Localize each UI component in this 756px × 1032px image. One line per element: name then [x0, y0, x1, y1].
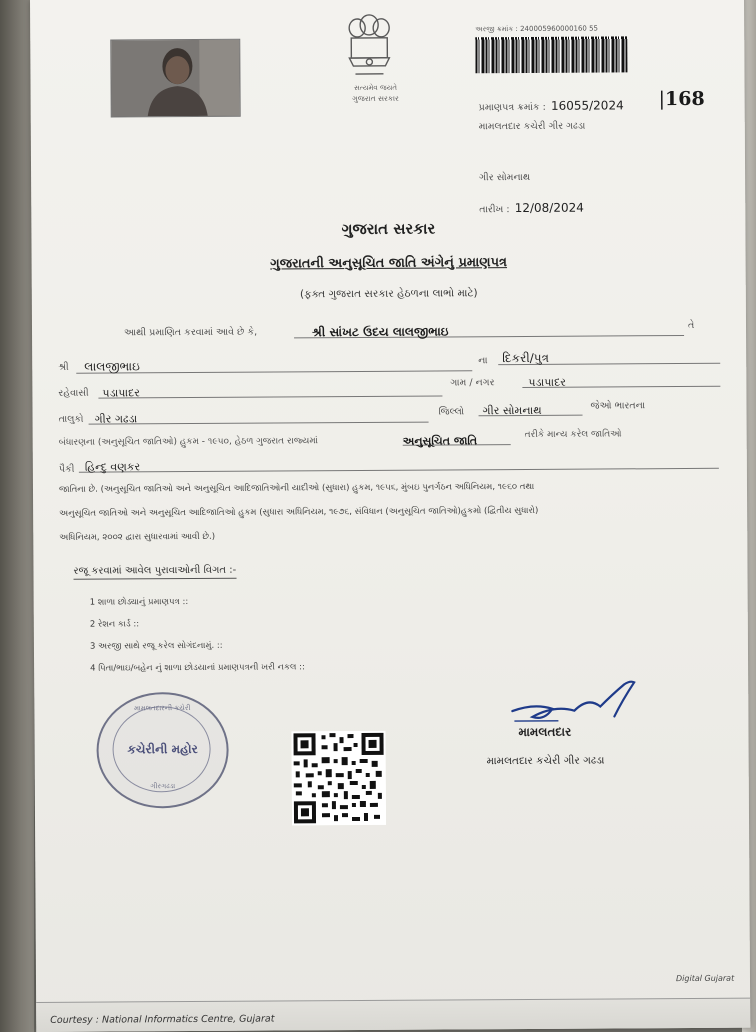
- resident-village: પડાપાદર: [102, 386, 140, 400]
- constitution-text: બંધારણના (અનુસૂચિત જાતિઓ) હુકમ - ૧૯૫૦, હેઠળ ગુજરાત રાજ્યમાં: [58, 436, 318, 448]
- signatory-office: મામલતદાર કચેરી ગીર ગઢડા: [486, 754, 605, 768]
- caste-line: [79, 452, 719, 473]
- relation: દિકરી/પુત્ર: [502, 350, 549, 366]
- emblem-caption-2: ગુજરાત સરકાર: [352, 93, 399, 104]
- government-heading: ગુજરાત સરકાર: [341, 219, 436, 239]
- relation-line: [498, 346, 720, 365]
- district-line: ગીર સોમનાથ: [479, 171, 531, 184]
- certificate-page: [30, 0, 750, 1032]
- seal-bottom-text: ગીરગઢડા: [150, 782, 176, 791]
- certificate-number-row: [479, 94, 624, 114]
- issue-date: 12/08/2024: [514, 200, 584, 216]
- taluka-label: તાલુકો: [58, 413, 84, 425]
- caste-category: અનુસૂચિત જાતિ: [402, 434, 478, 448]
- signatory-title: મામલતદાર: [518, 724, 572, 740]
- district-label: જિલ્લો: [438, 406, 465, 418]
- recognized-text: તરીકે માન્ય કરેલ જાતિઓ: [524, 429, 622, 440]
- footer-bar: [36, 998, 750, 1032]
- office-seal: [96, 692, 229, 809]
- evidence-heading: રજૂ કરવામાં આવેલ પુરાવાઓની વિગત :-: [73, 565, 236, 580]
- barcode-label: અરજી ક્રમાંક : 240005960000160 55: [475, 24, 599, 34]
- taluka-line: [88, 406, 428, 425]
- certificate-subtitle: (ફક્ત ગુજરાત સરકાર હેઠળના લાભો માટે): [299, 287, 478, 301]
- district-name: ગીર સોમનાથ: [482, 403, 542, 418]
- date-row: [479, 197, 584, 217]
- seal-center-text: કચેરીની મહોર: [127, 741, 198, 757]
- national-emblem: [335, 12, 403, 92]
- father-name: લાલજીભાઇ: [84, 359, 140, 374]
- emblem-caption-1: સત્યમેવ જયતે: [354, 83, 397, 93]
- district-line: [478, 399, 582, 417]
- legal-line-3: અધિનિયમ, ૨૦૦૨ દ્વારા સુધારવામાં આવી છે.): [59, 531, 216, 543]
- handwritten-number-text: 168: [664, 87, 705, 111]
- evidence-item-4: 4 પિતા/ભાઇ/બહેન નું શાળા છોડયાનાં પ્રમાણપત્રની ખરી નકલ ::: [90, 662, 305, 674]
- certificate-number: 16055/2024: [550, 98, 624, 113]
- village-line: [522, 370, 720, 388]
- evidence-item-1: 1 શાળા છોડ્યાનું પ્રમાણપત્ર ::: [89, 597, 189, 608]
- certificate-title: ગુજરાતની અનુસૂચિત જાતિ અંગેનું પ્રમાણપત્ર: [270, 255, 508, 272]
- country-text: જેઓ ભારતના: [590, 400, 646, 412]
- evidence-item-3: 3 અરજી સાથે રજૂ કરેલ સોગંદનામું. ::: [89, 640, 223, 652]
- resident-label: રહેવાસી: [58, 387, 89, 399]
- father-name-line: [76, 353, 472, 373]
- verification-qr-code: [291, 731, 386, 826]
- taluka-name: ગીર ગઢડા: [94, 412, 138, 426]
- legal-line-2: અનુસૂચિત જાતિઓ અને અનુસૂચિત આદિજાતિઓ હુકમ (સુધારા અધિનિયમ, ૧૯૭૬, સંવિધાન (અનુસૂચિત જાતિઓ)હુકમો (દ્વિતીય સુધારો): [59, 505, 539, 519]
- seal-ring-text: મામલતદારની કચેરી: [134, 704, 191, 713]
- caste-category-line: [403, 429, 511, 446]
- legal-paragraph: [59, 479, 739, 545]
- legal-line-1: જાતિના છે. (અનુસૂચિત જાતિઓ અને અનુસૂચિત આદિજાતિઓની યાદીઓ (સુધારા) હુકમ, ૧૯૫૬, મુંબઇ પુનર્ગઠન અધિનિયમ, ૧૯૬૦ તથા: [58, 481, 535, 495]
- date-label: તારીખ :: [479, 204, 510, 216]
- applicant-photo: [110, 39, 240, 118]
- courtesy-text: Courtesy : National Informatics Centre, Gujarat: [50, 1013, 275, 1026]
- caste-name: હિન્દુ વણકર: [84, 460, 141, 474]
- shri-prefix: શ્રી: [58, 361, 69, 373]
- village-name: પડાપાદર: [528, 375, 566, 389]
- certify-text: આથી પ્રમાણિત કરવામાં આવે છે કે,: [124, 326, 258, 339]
- background-left-edge: [0, 0, 34, 1032]
- digital-gujarat-label: Digital Gujarat: [675, 973, 735, 984]
- resident-line: [98, 379, 442, 398]
- office-line: મામલતદાર કચેરી ગીર ગઢડા: [478, 120, 586, 133]
- applicant-name-line: [294, 319, 684, 338]
- relation-label: ના: [478, 355, 488, 367]
- village-label: ગામ / નગર: [450, 377, 495, 389]
- evidence-item-2: 2 રેશન કાર્ડ ::: [89, 619, 140, 630]
- applicant-name: શ્રી સાંખટ ઉદય લાલજીભાઇ: [311, 324, 449, 340]
- caste-prefix: પૈકી: [58, 463, 75, 475]
- handwritten-number: |168: [658, 87, 705, 111]
- suffix-te: તે: [687, 319, 695, 331]
- application-barcode: [475, 36, 627, 73]
- certificate-number-label: પ્રમાણપત્ર ક્રમાંક :: [478, 101, 546, 114]
